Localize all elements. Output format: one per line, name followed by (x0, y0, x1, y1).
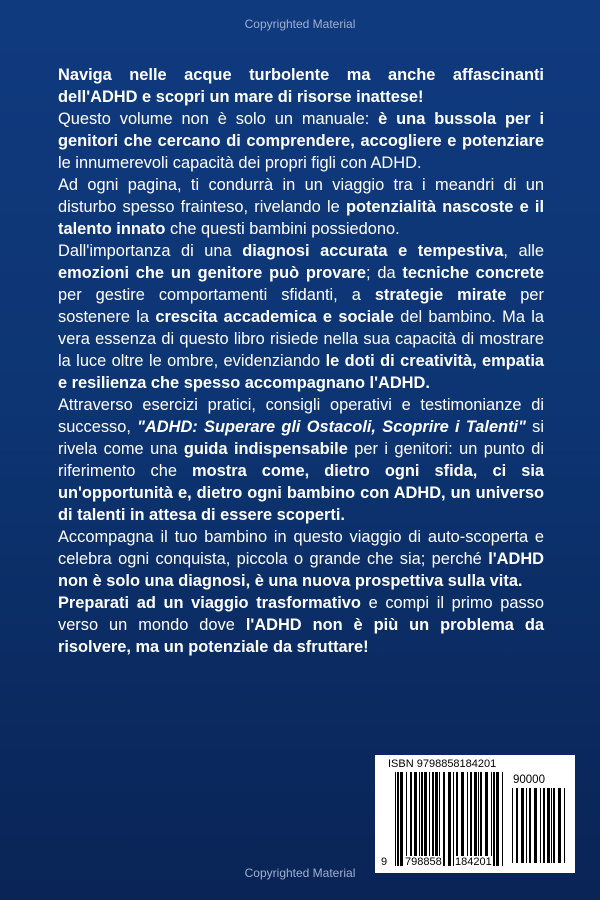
body-text: Accompagna il tuo bambino in questo viaggio di auto-scoperta e celebra ogni conquista, piccola o grande che sia; perché (58, 528, 544, 568)
emphasized-text: strategie mirate (374, 286, 507, 304)
barcode-digit-first: 9 (381, 856, 388, 868)
body-text: Attraverso esercizi pratici, consigli operativi e testimonianze di successo, (58, 396, 544, 436)
emphasized-text: crescita accademica e sociale (155, 308, 394, 326)
barcode-bar (496, 772, 499, 866)
body-text: ; da (366, 264, 403, 282)
barcode-bar (397, 772, 399, 866)
emphasized-text: potenzialità nascoste e il talento innato (58, 198, 544, 238)
blurb-paragraph (58, 174, 544, 240)
emphasized-text: diagnosi accurata e tempestiva (242, 242, 504, 260)
barcode-bar (491, 772, 492, 866)
body-text: si rivela come una (58, 418, 544, 458)
barcode-bar (429, 772, 430, 866)
barcode-bar (439, 772, 440, 866)
body-text: Ad ogni pagina, ti condurrà in un viaggio tra i meandri di un disturbo spesso frainteso, rivelando le (58, 176, 544, 216)
barcode-bar (453, 772, 454, 866)
emphasized-text: le doti di creatività, empatia e resilienza che spesso accompagnano l'ADHD. (58, 352, 544, 392)
barcode-digits-left: 798858 (405, 856, 442, 868)
barcode-bar (526, 788, 527, 863)
body-text: le innumerevoli capacità dei propri figli con ADHD. (58, 154, 422, 172)
emphasized-text: è una bussola per i genitori che cercano di comprendere, accogliere e potenziare (58, 110, 544, 150)
emphasized-text: "ADHD: Superare gli Ostacoli, Scoprire i Talenti" (137, 418, 526, 436)
barcode-bar (558, 788, 561, 863)
barcode-digits-right: 184201 (455, 856, 492, 868)
barcode-bar (512, 788, 513, 863)
barcode-bar (421, 772, 423, 866)
addon-code: 90000 (513, 774, 545, 786)
barcode-bar (529, 788, 531, 863)
barcode-bar (547, 788, 550, 863)
barcode-bar (502, 772, 503, 866)
barcode-bar (553, 788, 555, 863)
copyright-watermark-bottom: Copyrighted Material (244, 866, 356, 880)
barcode-bar (551, 788, 552, 863)
blurb-paragraph (58, 240, 544, 394)
barcode-bar (521, 788, 524, 863)
barcode-bar (564, 788, 565, 863)
body-text: e compi il primo passo verso un mondo dove (58, 594, 544, 634)
barcode-bar (540, 788, 541, 863)
barcode-bar (461, 772, 464, 866)
emphasized-text: Preparati ad un viaggio trasformativo (58, 594, 361, 612)
body-text: per gestire comportamenti sfidanti, a (58, 286, 375, 304)
emphasized-text: guida indispensabile (183, 440, 348, 458)
blurb-paragraph (58, 64, 544, 108)
barcode-bar (485, 772, 488, 866)
barcode-bar (470, 772, 472, 866)
isbn-barcode (375, 755, 575, 873)
barcode-bar (448, 772, 451, 866)
blurb-paragraph (58, 526, 544, 592)
body-text: che questi bambini possiedono. (165, 220, 400, 238)
body-text: del bambino. Ma la vera essenza di questo libro risiede nella sua capacità di mostrare la luce oltre le ombre, evidenziando (58, 308, 545, 370)
barcode-bar (410, 772, 412, 866)
copyright-watermark-top: Copyrighted Material (244, 17, 356, 31)
barcode-bar (443, 772, 445, 866)
barcode-bar (467, 772, 468, 866)
barcode-bars (395, 772, 505, 866)
blurb-paragraph (58, 592, 544, 658)
body-text: per i genitori: un punto di riferimento che (58, 440, 544, 480)
barcode-bar (456, 772, 458, 866)
barcode-bar (395, 772, 396, 866)
emphasized-text: emozioni che un genitore può provare (58, 264, 367, 282)
emphasized-text: l'ADHD non è solo una diagnosi, è una nuova prospettiva sulla vita. (58, 550, 544, 590)
body-text: per sostenere la (58, 286, 545, 326)
barcode-bar (406, 772, 407, 866)
barcode-bar (419, 772, 420, 866)
barcode-bar (543, 788, 545, 863)
barcode-bar (478, 772, 479, 866)
barcode-bar (493, 772, 495, 866)
addon-barcode-bars (512, 788, 567, 863)
barcode-bar (480, 772, 482, 866)
barcode-bar (424, 772, 427, 866)
barcode-bar (432, 772, 434, 866)
barcode-bar (414, 772, 417, 866)
body-text: Dall'importanza di una (58, 242, 243, 260)
barcode-bar (534, 788, 537, 863)
isbn-label: ISBN 9798858184201 (388, 758, 497, 770)
barcode-bar (516, 788, 518, 863)
body-text: , alle (503, 242, 545, 260)
emphasized-text: tecniche concrete (402, 264, 544, 282)
emphasized-text: Naviga nelle acque turbolente ma anche affascinanti dell'ADHD e scopri un mare di risorse inattese! (58, 66, 544, 106)
barcode-bar (435, 772, 438, 866)
blurb-paragraph (58, 108, 544, 174)
back-cover-blurb (58, 64, 544, 658)
blurb-paragraph (58, 394, 544, 526)
barcode-bar (474, 772, 477, 866)
emphasized-text: l'ADHD non è più un problema da risolvere, ma un potenziale da sfruttare! (58, 616, 545, 656)
emphasized-text: mostra come, dietro ogni sfida, ci sia un'opportunità e, dietro ogni bambino con ADHD, un universo di talenti in attesa di essere scoperti. (58, 462, 545, 524)
barcode-bar (400, 772, 403, 866)
body-text: Questo volume non è solo un manuale: (58, 110, 379, 128)
